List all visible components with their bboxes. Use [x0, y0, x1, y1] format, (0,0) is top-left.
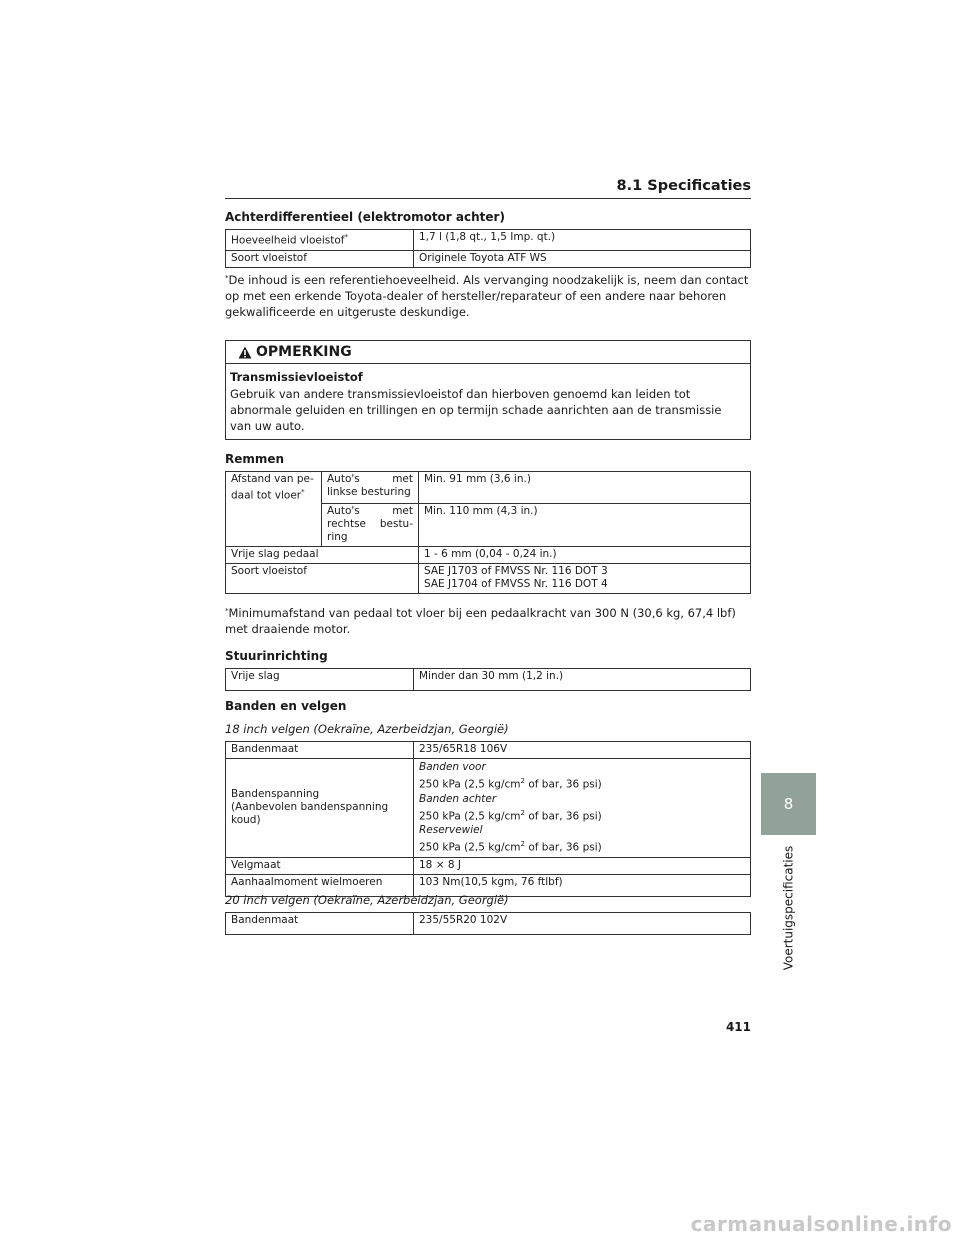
value-text: of bar, 36 psi) [524, 810, 602, 822]
brake-fluid-label: Soort vloeistof [226, 564, 419, 594]
label-line: koud) [231, 813, 261, 826]
warning-text: Gebruik van andere transmissievloeistof dan hierboven genoemd kan leiden tot abnormale geluiden en trillingen en op termijn schade aanrichten aan de transmissie van uw auto. [230, 387, 722, 433]
fluid-type-value: Originele Toyota ATF WS [414, 250, 751, 267]
warning-title: Transmissievloeistof [230, 370, 363, 384]
brakes-footnote [225, 605, 751, 637]
label-line: Afstand van pe- [231, 473, 314, 485]
front-tires-value [419, 774, 745, 792]
spare-tire-value [419, 837, 745, 855]
tire-pressure-label [226, 759, 414, 858]
label-word: Auto's [327, 473, 360, 485]
table-row [226, 472, 751, 504]
page-number: 411 [725, 1020, 751, 1034]
value-line: SAE J1704 of FMVSS Nr. 116 DOT 4 [424, 578, 608, 590]
table-row [226, 759, 751, 858]
label-word: met [392, 473, 413, 485]
rhd-label [322, 504, 419, 547]
warning-header [226, 341, 750, 364]
value-text: 250 kPa (2,5 kg/cm [419, 810, 521, 822]
chapter-number: 8 [783, 795, 794, 813]
rim-size-label: Velgmaat [226, 857, 414, 874]
section-heading-brakes: Remmen [225, 452, 285, 466]
footnote-marker: * [344, 233, 349, 241]
label-line [327, 473, 413, 486]
label-line [327, 518, 413, 531]
footnote-marker: * [225, 274, 229, 282]
footnote-text: De inhoud is een referentiehoeveelheid. Als vervanging noodzakelijk is, neem dan contact op met een erkende Toyota-dealer of hersteller/reparateur of een andere naar behoren gekwalificeerde en uitgeruste deskundige. [225, 273, 749, 319]
label-word: Auto's [327, 505, 360, 517]
section-heading-steering: Stuurinrichting [225, 649, 328, 663]
rhd-value: Min. 110 mm (4,3 in.) [419, 504, 751, 547]
steering-play-label: Vrije slag [226, 669, 414, 691]
pedal-play-value: 1 - 6 mm (0,04 - 0,24 in.) [419, 547, 751, 564]
torque-label: Aanhaalmoment wielmoeren [226, 874, 414, 896]
label-line: ring [327, 531, 348, 543]
brake-fluid-value [419, 564, 751, 594]
wheels-18-table [225, 741, 751, 897]
label-word: rechtse [327, 518, 367, 530]
warning-triangle-icon [238, 346, 252, 359]
label-line: linkse besturing [327, 486, 411, 498]
table-row [226, 230, 751, 251]
steering-play-value: Minder dan 30 mm (1,2 in.) [414, 669, 751, 691]
table-row [226, 669, 751, 691]
table-row [226, 547, 751, 564]
chapter-title: Voertuigspecificaties [781, 845, 796, 971]
value-text: 250 kPa (2,5 kg/cm [419, 778, 521, 791]
page-header: 8.1 Specificaties [225, 178, 751, 199]
brakes-table [225, 471, 751, 594]
footnote-text: Minimumafstand van pedaal tot vloer bij een pedaalkracht van 300 N (30,6 kg, 67,4 lbf) met draaiende motor. [225, 606, 736, 636]
label-line: (Aanbevolen bandenspanning [231, 800, 389, 813]
fluid-amount-label: Hoeveelheid vloeistof [231, 234, 345, 247]
warning-heading: OPMERKING [256, 344, 352, 360]
value-text: of bar, 36 psi) [524, 841, 602, 854]
differential-table [225, 229, 751, 268]
table-row [226, 857, 751, 874]
table-row [226, 913, 751, 935]
label-word: met [392, 505, 413, 517]
subheading-20-inch: 20 inch velgen (Oekraïne, Azerbeidzjan, Georgië) [225, 893, 509, 907]
pedal-play-label: Vrije slag pedaal [226, 547, 419, 564]
tire-size-value: 235/65R18 106V [414, 742, 751, 759]
steering-table [225, 668, 751, 691]
lhd-label [322, 472, 419, 504]
warning-box [225, 340, 751, 440]
table-row [226, 250, 751, 267]
footnote-marker: * [301, 488, 305, 496]
fluid-amount-value: 1,7 l (1,8 qt., 1,5 Imp. qt.) [414, 230, 751, 251]
section-heading-differential: Achterdifferentieel (elektromotor achter) [225, 210, 505, 224]
wheels-20-table [225, 912, 751, 935]
table-row [226, 564, 751, 594]
label-line [327, 505, 413, 518]
table-row [226, 742, 751, 759]
label-line-text: daal tot vloer [231, 489, 302, 502]
table-cell [226, 230, 414, 251]
differential-footnote [225, 272, 751, 320]
label-line: Bandenspanning [231, 787, 320, 800]
superscript: 2 [520, 777, 525, 785]
tire-size-label: Bandenmaat [226, 913, 414, 935]
chapter-side-label [761, 843, 816, 973]
tire-pressure-values [414, 759, 751, 858]
torque-value: 103 Nm(10,5 kgm, 76 ftlbf) [414, 874, 751, 896]
subheading-18-inch: 18 inch velgen (Oekraïne, Azerbeidzjan, Georgië) [225, 722, 509, 736]
footnote-marker: * [225, 607, 229, 615]
fluid-type-label: Soort vloeistof [226, 250, 414, 267]
label-word: bestu- [379, 518, 413, 530]
section-heading-wheels: Banden en velgen [225, 699, 347, 713]
pedal-distance-label [226, 472, 322, 547]
lhd-value: Min. 91 mm (3,6 in.) [419, 472, 751, 504]
rear-tires-label: Banden achter [419, 792, 497, 805]
watermark: carmanualsonline.info [690, 1212, 952, 1236]
superscript: 2 [520, 840, 525, 848]
value-text: of bar, 36 psi) [524, 778, 602, 791]
rear-tires-value [419, 806, 745, 824]
spare-tire-label: Reservewiel [419, 824, 483, 836]
value-line: SAE J1703 of FMVSS Nr. 116 DOT 3 [424, 565, 608, 577]
superscript: 2 [520, 808, 525, 817]
rim-size-value: 18 × 8 J [414, 857, 751, 874]
value-text: 250 kPa (2,5 kg/cm [419, 841, 521, 854]
tire-size-value: 235/55R20 102V [414, 913, 751, 935]
tire-size-label: Bandenmaat [226, 742, 414, 759]
label-line [231, 486, 316, 503]
front-tires-label: Banden voor [419, 761, 486, 773]
chapter-tab[interactable] [761, 773, 816, 835]
